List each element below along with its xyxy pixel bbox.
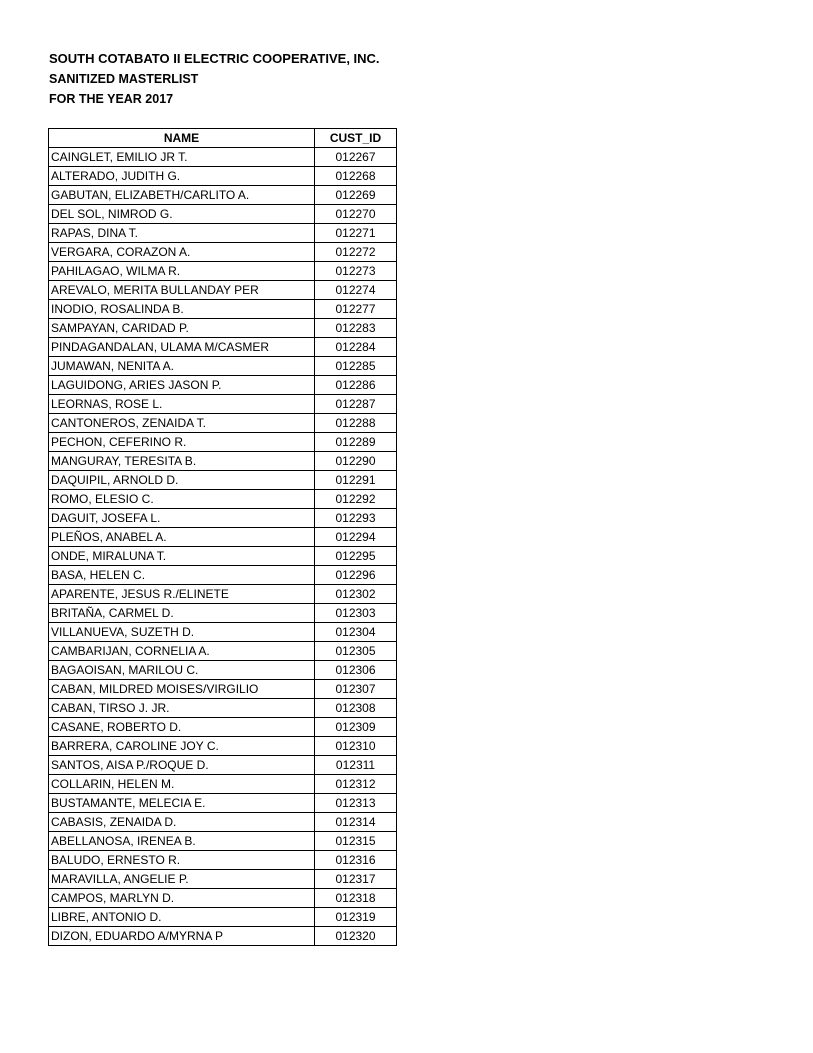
customer-name-cell: VERGARA, CORAZON A. bbox=[49, 243, 315, 262]
customer-name-cell: MANGURAY, TERESITA B. bbox=[49, 452, 315, 471]
customer-name-cell: LAGUIDONG, ARIES JASON P. bbox=[49, 376, 315, 395]
customer-id-cell: 012287 bbox=[315, 395, 397, 414]
customer-name-cell: ROMO, ELESIO C. bbox=[49, 490, 315, 509]
table-row bbox=[49, 623, 397, 642]
table-row bbox=[49, 680, 397, 699]
table-row bbox=[49, 509, 397, 528]
table-row bbox=[49, 699, 397, 718]
customer-id-cell: 012303 bbox=[315, 604, 397, 623]
customer-name-cell: AREVALO, MERITA BULLANDAY PER bbox=[49, 281, 315, 300]
document-header bbox=[49, 49, 380, 109]
customer-id-cell: 012271 bbox=[315, 224, 397, 243]
customer-name-cell: PAHILAGAO, WILMA R. bbox=[49, 262, 315, 281]
table-row bbox=[49, 756, 397, 775]
table-row bbox=[49, 566, 397, 585]
customer-id-cell: 012285 bbox=[315, 357, 397, 376]
table-row bbox=[49, 357, 397, 376]
customer-name-cell: DAQUIPIL, ARNOLD D. bbox=[49, 471, 315, 490]
table-row bbox=[49, 775, 397, 794]
table-row bbox=[49, 794, 397, 813]
customer-id-cell: 012310 bbox=[315, 737, 397, 756]
customer-id-cell: 012277 bbox=[315, 300, 397, 319]
customer-id-cell: 012308 bbox=[315, 699, 397, 718]
customer-id-cell: 012293 bbox=[315, 509, 397, 528]
table-row bbox=[49, 547, 397, 566]
table-row bbox=[49, 870, 397, 889]
customer-name-cell: PINDAGANDALAN, ULAMA M/CASMER bbox=[49, 338, 315, 357]
customer-name-cell: ALTERADO, JUDITH G. bbox=[49, 167, 315, 186]
customer-id-cell: 012291 bbox=[315, 471, 397, 490]
customer-id-cell: 012316 bbox=[315, 851, 397, 870]
customer-name-cell: DAGUIT, JOSEFA L. bbox=[49, 509, 315, 528]
table-row bbox=[49, 471, 397, 490]
customer-id-cell: 012289 bbox=[315, 433, 397, 452]
customer-name-cell: INODIO, ROSALINDA B. bbox=[49, 300, 315, 319]
table-row bbox=[49, 281, 397, 300]
table-row bbox=[49, 528, 397, 547]
column-header-cust-id: CUST_ID bbox=[315, 129, 397, 148]
customer-name-cell: VILLANUEVA, SUZETH D. bbox=[49, 623, 315, 642]
table-row bbox=[49, 186, 397, 205]
customer-name-cell: APARENTE, JESUS R./ELINETE bbox=[49, 585, 315, 604]
customer-name-cell: ABELLANOSA, IRENEA B. bbox=[49, 832, 315, 851]
customer-id-cell: 012290 bbox=[315, 452, 397, 471]
customer-id-cell: 012315 bbox=[315, 832, 397, 851]
year-line: FOR THE YEAR 2017 bbox=[49, 92, 174, 106]
table-row bbox=[49, 395, 397, 414]
customer-name-cell: CABAN, MILDRED MOISES/VIRGILIO bbox=[49, 680, 315, 699]
customer-id-cell: 012311 bbox=[315, 756, 397, 775]
customer-id-cell: 012309 bbox=[315, 718, 397, 737]
customer-name-cell: LIBRE, ANTONIO D. bbox=[49, 908, 315, 927]
table-row bbox=[49, 433, 397, 452]
table-row bbox=[49, 737, 397, 756]
masterlist-table bbox=[48, 128, 397, 946]
table-row bbox=[49, 661, 397, 680]
customer-name-cell: JUMAWAN, NENITA A. bbox=[49, 357, 315, 376]
table-row bbox=[49, 813, 397, 832]
customer-id-cell: 012286 bbox=[315, 376, 397, 395]
table-row bbox=[49, 376, 397, 395]
customer-name-cell: COLLARIN, HELEN M. bbox=[49, 775, 315, 794]
table-body bbox=[49, 148, 397, 946]
table-row bbox=[49, 319, 397, 338]
customer-id-cell: 012294 bbox=[315, 528, 397, 547]
customer-name-cell: PECHON, CEFERINO R. bbox=[49, 433, 315, 452]
table-row bbox=[49, 908, 397, 927]
table-row bbox=[49, 642, 397, 661]
customer-id-cell: 012320 bbox=[315, 927, 397, 946]
table-row bbox=[49, 604, 397, 623]
customer-id-cell: 012269 bbox=[315, 186, 397, 205]
customer-id-cell: 012272 bbox=[315, 243, 397, 262]
customer-name-cell: CAINGLET, EMILIO JR T. bbox=[49, 148, 315, 167]
customer-id-cell: 012317 bbox=[315, 870, 397, 889]
customer-id-cell: 012268 bbox=[315, 167, 397, 186]
table-row bbox=[49, 205, 397, 224]
customer-id-cell: 012318 bbox=[315, 889, 397, 908]
customer-id-cell: 012296 bbox=[315, 566, 397, 585]
table-row bbox=[49, 300, 397, 319]
customer-name-cell: DIZON, EDUARDO A/MYRNA P bbox=[49, 927, 315, 946]
table-row bbox=[49, 452, 397, 471]
customer-name-cell: BRITAÑA, CARMEL D. bbox=[49, 604, 315, 623]
customer-id-cell: 012292 bbox=[315, 490, 397, 509]
customer-id-cell: 012305 bbox=[315, 642, 397, 661]
customer-id-cell: 012304 bbox=[315, 623, 397, 642]
table-row bbox=[49, 490, 397, 509]
table-row bbox=[49, 585, 397, 604]
customer-name-cell: CAMPOS, MARLYN D. bbox=[49, 889, 315, 908]
customer-id-cell: 012284 bbox=[315, 338, 397, 357]
table-row bbox=[49, 889, 397, 908]
customer-name-cell: ONDE, MIRALUNA T. bbox=[49, 547, 315, 566]
customer-id-cell: 012307 bbox=[315, 680, 397, 699]
customer-name-cell: RAPAS, DINA T. bbox=[49, 224, 315, 243]
customer-id-cell: 012314 bbox=[315, 813, 397, 832]
customer-name-cell: BARRERA, CAROLINE JOY C. bbox=[49, 737, 315, 756]
customer-id-cell: 012302 bbox=[315, 585, 397, 604]
table-row bbox=[49, 927, 397, 946]
customer-name-cell: DEL SOL, NIMROD G. bbox=[49, 205, 315, 224]
customer-name-cell: LEORNAS, ROSE L. bbox=[49, 395, 315, 414]
customer-name-cell: GABUTAN, ELIZABETH/CARLITO A. bbox=[49, 186, 315, 205]
customer-id-cell: 012273 bbox=[315, 262, 397, 281]
customer-id-cell: 012267 bbox=[315, 148, 397, 167]
customer-name-cell: BASA, HELEN C. bbox=[49, 566, 315, 585]
customer-id-cell: 012288 bbox=[315, 414, 397, 433]
customer-name-cell: BAGAOISAN, MARILOU C. bbox=[49, 661, 315, 680]
table-row bbox=[49, 338, 397, 357]
customer-id-cell: 012274 bbox=[315, 281, 397, 300]
table-row bbox=[49, 243, 397, 262]
customer-id-cell: 012283 bbox=[315, 319, 397, 338]
table-row bbox=[49, 851, 397, 870]
company-title: SOUTH COTABATO II ELECTRIC COOPERATIVE, INC. bbox=[49, 51, 380, 66]
table-row bbox=[49, 832, 397, 851]
customer-id-cell: 012270 bbox=[315, 205, 397, 224]
table-row bbox=[49, 414, 397, 433]
customer-id-cell: 012295 bbox=[315, 547, 397, 566]
document-subtitle: SANITIZED MASTERLIST bbox=[49, 72, 199, 86]
customer-name-cell: CASANE, ROBERTO D. bbox=[49, 718, 315, 737]
customer-name-cell: PLEÑOS, ANABEL A. bbox=[49, 528, 315, 547]
customer-name-cell: CANTONEROS, ZENAIDA T. bbox=[49, 414, 315, 433]
table-row bbox=[49, 262, 397, 281]
table-row bbox=[49, 224, 397, 243]
table-row bbox=[49, 167, 397, 186]
table-row bbox=[49, 148, 397, 167]
column-header-name: NAME bbox=[49, 129, 315, 148]
customer-id-cell: 012312 bbox=[315, 775, 397, 794]
customer-name-cell: SAMPAYAN, CARIDAD P. bbox=[49, 319, 315, 338]
customer-name-cell: CABASIS, ZENAIDA D. bbox=[49, 813, 315, 832]
customer-name-cell: CAMBARIJAN, CORNELIA A. bbox=[49, 642, 315, 661]
table-row bbox=[49, 718, 397, 737]
customer-id-cell: 012313 bbox=[315, 794, 397, 813]
customer-name-cell: BUSTAMANTE, MELECIA E. bbox=[49, 794, 315, 813]
table-header-row bbox=[49, 129, 397, 148]
customer-id-cell: 012319 bbox=[315, 908, 397, 927]
customer-id-cell: 012306 bbox=[315, 661, 397, 680]
customer-name-cell: SANTOS, AISA P./ROQUE D. bbox=[49, 756, 315, 775]
customer-name-cell: MARAVILLA, ANGELIE P. bbox=[49, 870, 315, 889]
customer-name-cell: CABAN, TIRSO J. JR. bbox=[49, 699, 315, 718]
customer-name-cell: BALUDO, ERNESTO R. bbox=[49, 851, 315, 870]
